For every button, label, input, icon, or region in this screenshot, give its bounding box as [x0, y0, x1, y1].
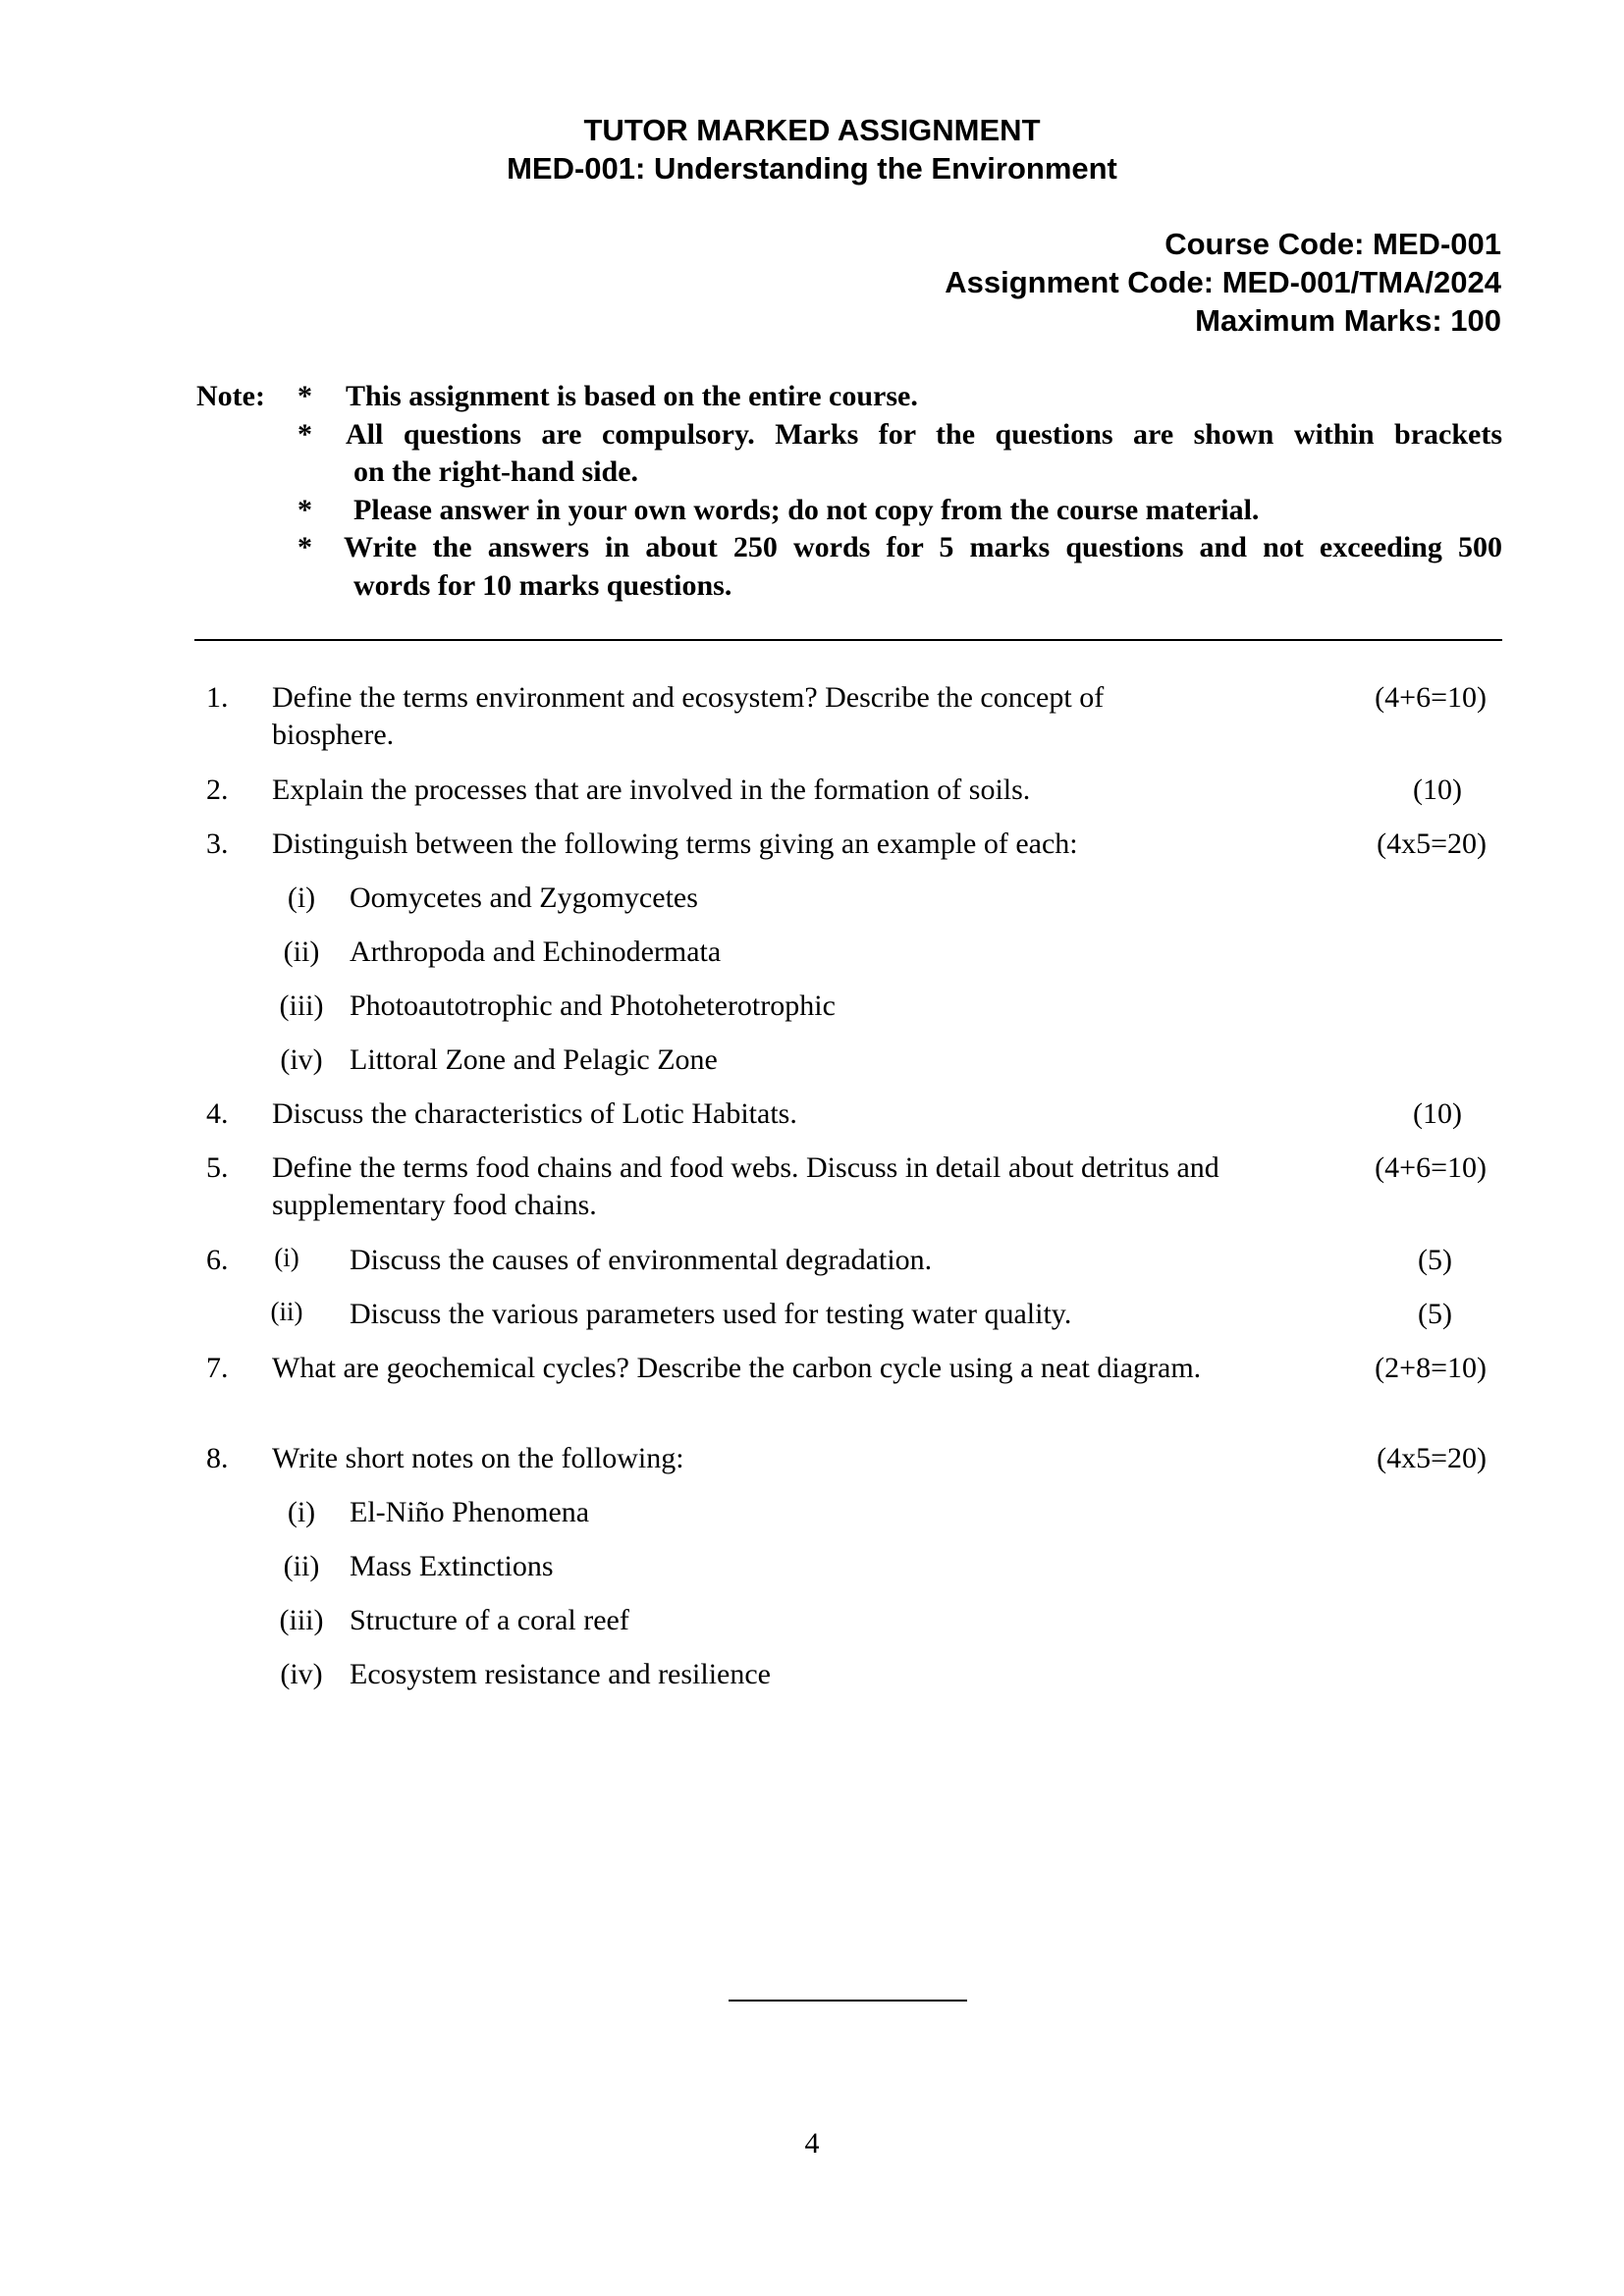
question-number: 8. — [206, 1442, 229, 1474]
sub-question-number: (iii) — [279, 989, 324, 1022]
sub-question-text: Littoral Zone and Pelagic Zone — [350, 1043, 718, 1076]
sub-question-text: El-Niño Phenomena — [350, 1496, 590, 1528]
question-marks: (10) — [1413, 774, 1462, 806]
note-item-continued: words for 10 marks questions. — [353, 569, 732, 602]
question-text-continued: supplementary food chains. — [272, 1189, 597, 1221]
question-marks: (4x5=20) — [1377, 828, 1487, 860]
sub-question-number: (ii) — [270, 1297, 303, 1326]
question-text: What are geochemical cycles? Describe the carbon cycle using a neat diagram. — [272, 1352, 1202, 1384]
question-number: 3. — [206, 828, 229, 860]
question-text: Discuss the characteristics of Lotic Habitats. — [272, 1097, 797, 1130]
sub-question-text: Photoautotrophic and Photoheterotrophic — [350, 989, 836, 1022]
question-marks: (5) — [1418, 1244, 1452, 1276]
note-item-continued: on the right-hand side. — [353, 455, 639, 488]
note-item: All questions are compulsory. Marks for the questions are shown within brackets — [346, 418, 1502, 451]
question-number: 2. — [206, 774, 229, 806]
question-marks: (5) — [1418, 1298, 1452, 1330]
sub-question-number: (i) — [287, 1496, 316, 1528]
sub-question-text: Ecosystem resistance and resilience — [350, 1658, 771, 1690]
sub-question-number: (iv) — [280, 1658, 323, 1690]
question-text: Define the terms food chains and food webs. Discuss in detail about detritus and — [272, 1151, 1219, 1184]
question-number: 6. — [206, 1244, 229, 1276]
question-marks: (4x5=20) — [1377, 1442, 1487, 1474]
sub-question-text: Discuss the causes of environmental degradation. — [350, 1244, 933, 1276]
sub-question-number: (ii) — [283, 1550, 320, 1582]
divider — [194, 639, 1502, 641]
note-item: This assignment is based on the entire course. — [346, 380, 918, 412]
sub-question-text: Discuss the various parameters used for testing water quality. — [350, 1298, 1072, 1330]
question-number: 7. — [206, 1352, 229, 1384]
question-number: 1. — [206, 681, 229, 714]
assignment-code: Assignment Code: MED-001/TMA/2024 — [945, 265, 1501, 299]
note-bullet: * — [298, 531, 312, 563]
note-bullet: * — [298, 380, 312, 412]
sub-question-number: (iv) — [280, 1043, 323, 1076]
sub-question-number: (i) — [287, 881, 316, 914]
document-title: TUTOR MARKED ASSIGNMENT — [583, 113, 1041, 147]
maximum-marks: Maximum Marks: 100 — [1195, 303, 1501, 338]
question-marks: (10) — [1413, 1097, 1462, 1130]
question-text: Define the terms environment and ecosystem? Describe the concept of — [272, 681, 1105, 714]
page-number: 4 — [804, 2127, 820, 2160]
question-text: Explain the processes that are involved in the formation of soils. — [272, 774, 1031, 806]
sub-question-number: (iii) — [279, 1604, 324, 1636]
question-number: 4. — [206, 1097, 229, 1130]
question-text: Write short notes on the following: — [272, 1442, 684, 1474]
sub-question-number: (i) — [274, 1243, 299, 1272]
question-text-continued: biosphere. — [272, 719, 395, 751]
sub-question-number: (ii) — [283, 935, 320, 968]
note-label: Note: — [196, 380, 265, 412]
note-item: Write the answers in about 250 words for 5 marks questions and not exceeding 500 — [344, 531, 1502, 563]
question-marks: (4+6=10) — [1375, 1151, 1487, 1184]
sub-question-text: Arthropoda and Echinodermata — [350, 935, 722, 968]
sub-question-text: Mass Extinctions — [350, 1550, 554, 1582]
course-code: Course Code: MED-001 — [1164, 227, 1501, 261]
sub-question-text: Oomycetes and Zygomycetes — [350, 881, 698, 914]
note-bullet: * — [298, 494, 312, 526]
document-subtitle: MED-001: Understanding the Environment — [507, 151, 1117, 186]
question-text: Distinguish between the following terms giving an example of each: — [272, 828, 1078, 860]
end-divider — [729, 2000, 967, 2002]
sub-question-text: Structure of a coral reef — [350, 1604, 629, 1636]
note-bullet: * — [298, 418, 312, 451]
note-item: Please answer in your own words; do not copy from the course material. — [353, 494, 1260, 526]
question-number: 5. — [206, 1151, 229, 1184]
question-marks: (2+8=10) — [1375, 1352, 1487, 1384]
question-marks: (4+6=10) — [1375, 681, 1487, 714]
